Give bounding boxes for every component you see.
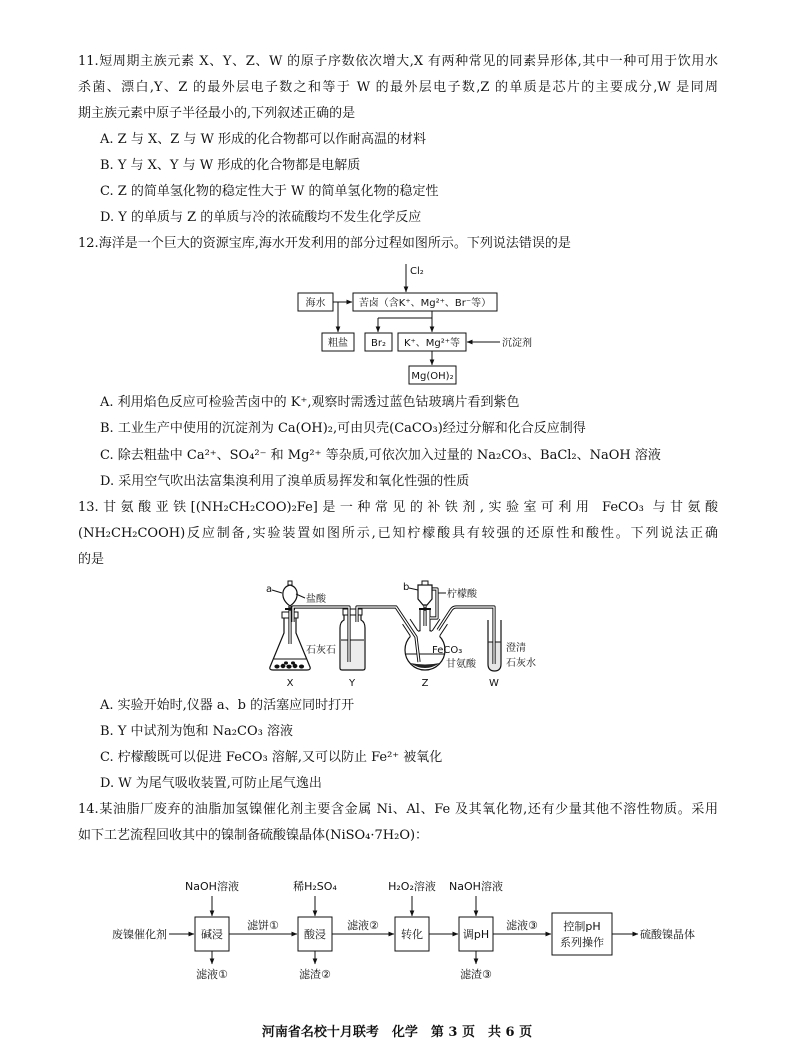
step-adjust-ph: 调pH bbox=[462, 928, 490, 941]
option-d: D. 采用空气吹出法富集溴利用了溴单质易挥发和氧化性强的性质 bbox=[100, 474, 470, 489]
option-d: D. Y 的单质与 Z 的单质与冷的浓硫酸均不发生化学反应 bbox=[100, 210, 422, 225]
reagent-naoh-2: NaOH溶液 bbox=[449, 880, 503, 893]
question-stem-line: (NH₂CH₂COOH)反应制备,实验装置如图所示,已知柠檬酸具有较强的还原性和酸性。下列说法正确 bbox=[78, 526, 718, 541]
option-b: B. Y 与 X、Y 与 W 形成的化合物都是电解质 bbox=[100, 158, 361, 173]
feco3-label: FeCO₃ bbox=[432, 645, 463, 656]
page-footer: 河南省名校十月联考 化学 第 3 页 共 6 页 bbox=[261, 1025, 533, 1040]
apparatus-label-w: W bbox=[489, 678, 499, 689]
label-a: a bbox=[266, 584, 273, 595]
stem-text: 短周期主族元素 X、Y、Z、W 的原子序数依次增大,X 有两种常见的同素异形体,其中一种可用于饮用水 bbox=[98, 54, 718, 69]
question-stem-line: 杀菌、漂白,Y、Z 的最外层电子数之和等于 W 的最外层电子数,Z 的单质是芯片的主要成分,W 是同周 bbox=[78, 80, 718, 95]
question-stem-line bbox=[78, 235, 718, 253]
question-stem-line bbox=[78, 801, 718, 819]
question-number: 14. bbox=[78, 802, 99, 817]
byproduct-residue-3: 滤渣③ bbox=[460, 968, 492, 981]
step-final-line2: 系列操作 bbox=[560, 936, 604, 949]
question-stem-line: 期主族元素中原子半径最小的,下列叙述正确的是 bbox=[78, 106, 356, 121]
bittern-label: 苦卤（含K⁺、Mg²⁺、Br⁻等） bbox=[358, 298, 492, 309]
bittern-split-arrows bbox=[378, 311, 432, 332]
byproduct-filtrate-1: 滤液① bbox=[196, 968, 228, 981]
option-a: A. Z 与 X、Z 与 W 形成的化合物都可以作耐高温的材料 bbox=[100, 132, 426, 147]
question-number: 11. bbox=[78, 54, 99, 69]
precipitant-label: 沉淀剂 bbox=[502, 338, 532, 349]
stem-text: 海洋是一个巨大的资源宝库,海水开发利用的部分过程如图所示。下列说法错误的是 bbox=[98, 236, 571, 251]
mgoh2-label: Mg(OH)₂ bbox=[411, 371, 454, 382]
apparatus-label-y: Y bbox=[348, 678, 356, 689]
label-b: b bbox=[403, 582, 410, 593]
option-b: B. Y 中试剂为饱和 Na₂CO₃ 溶液 bbox=[100, 724, 293, 739]
product-label: 硫酸镍晶体 bbox=[640, 928, 695, 941]
option-c: C. 除去粗盐中 Ca²⁺、SO₄²⁻ 和 Mg²⁺ 等杂质,可依次加入过量的 Na₂CO₃、BaCl₂、NaOH 溶液 bbox=[100, 448, 661, 463]
experiment-apparatus-diagram bbox=[260, 580, 550, 692]
nickel-recovery-flowchart bbox=[110, 872, 720, 985]
reagent-naoh-1: NaOH溶液 bbox=[185, 880, 239, 893]
reagent-arrows bbox=[212, 896, 476, 916]
option-d: D. W 为尾气吸收装置,可防止尾气逸出 bbox=[100, 776, 322, 791]
step-alkali-leach: 碱浸 bbox=[201, 928, 223, 941]
option-c: C. 柠檬酸既可以促进 FeCO₃ 溶解,又可以防止 Fe²⁺ 被氧化 bbox=[100, 750, 443, 765]
option-a: A. 实验开始时,仪器 a、b 的活塞应同时打开 bbox=[100, 698, 355, 713]
byproduct-residue-2: 滤渣② bbox=[299, 968, 331, 981]
question-stem-line bbox=[78, 53, 718, 71]
intermediate-filter-cake: 滤饼① bbox=[247, 919, 279, 932]
cl2-label: Cl₂ bbox=[410, 266, 424, 277]
option-a: A. 利用焰色反应可检验苦卤中的 K⁺,观察时需透过蓝色钴玻璃片看到紫色 bbox=[100, 395, 520, 410]
k-mg-label: K⁺、Mg²⁺等 bbox=[403, 338, 461, 349]
step-acid-leach: 酸浸 bbox=[304, 928, 326, 941]
seawater-process-diagram bbox=[290, 262, 540, 388]
question-stem-line bbox=[78, 499, 718, 517]
glycine-label: 甘氨酸 bbox=[446, 659, 476, 670]
stem-text: 甘氨酸亚铁[(NH₂CH₂COO)₂Fe]是一种常见的补铁剂,实验室可利用 FeCO₃ 与甘氨酸 bbox=[98, 500, 718, 515]
seawater-label: 海水 bbox=[305, 298, 326, 309]
step-final-line1: 控制pH bbox=[563, 920, 601, 933]
reagent-dilute-h2so4: 稀H₂SO₄ bbox=[293, 880, 337, 893]
option-b: B. 工业生产中使用的沉淀剂为 Ca(OH)₂,可由贝壳(CaCO₃)经过分解和化合反应制得 bbox=[100, 421, 586, 436]
step-conversion: 转化 bbox=[401, 928, 423, 941]
limewater-label-line1: 澄清 bbox=[506, 643, 526, 654]
intermediate-filtrate-2: 滤液② bbox=[347, 919, 379, 932]
option-c: C. Z 的简单氢化物的稳定性大于 W 的简单氢化物的稳定性 bbox=[100, 184, 439, 199]
question-number: 12. bbox=[78, 236, 99, 251]
reagent-h2o2: H₂O₂溶液 bbox=[388, 880, 436, 893]
apparatus-label-z: Z bbox=[421, 678, 429, 689]
crude-salt-label: 粗盐 bbox=[328, 338, 348, 349]
question-stem-line: 的是 bbox=[78, 552, 105, 567]
br2-label: Br₂ bbox=[371, 338, 386, 349]
start-material: 废镍催化剂 bbox=[112, 928, 167, 941]
limestone-label: 石灰石 bbox=[306, 645, 336, 656]
question-number: 13. bbox=[78, 500, 99, 515]
question-stem-line: 如下工艺流程回收其中的镍制备硫酸镍晶体(NiSO₄·7H₂O)： bbox=[78, 828, 429, 843]
stem-text: 某油脂厂废弃的油脂加氢镍催化剂主要含金属 Ni、Al、Fe 及其氧化物,还有少量其他不溶性物质。采用 bbox=[98, 802, 718, 817]
limewater-label-line2: 石灰水 bbox=[506, 658, 536, 669]
byproduct-arrows bbox=[212, 951, 476, 964]
apparatus-label-x: X bbox=[286, 678, 294, 689]
hydrochloric-acid-label: 盐酸 bbox=[306, 594, 326, 605]
wash-bottle-y bbox=[340, 609, 365, 670]
intermediate-filtrate-3: 滤液③ bbox=[506, 919, 538, 932]
citric-acid-label: 柠檬酸 bbox=[447, 589, 477, 600]
